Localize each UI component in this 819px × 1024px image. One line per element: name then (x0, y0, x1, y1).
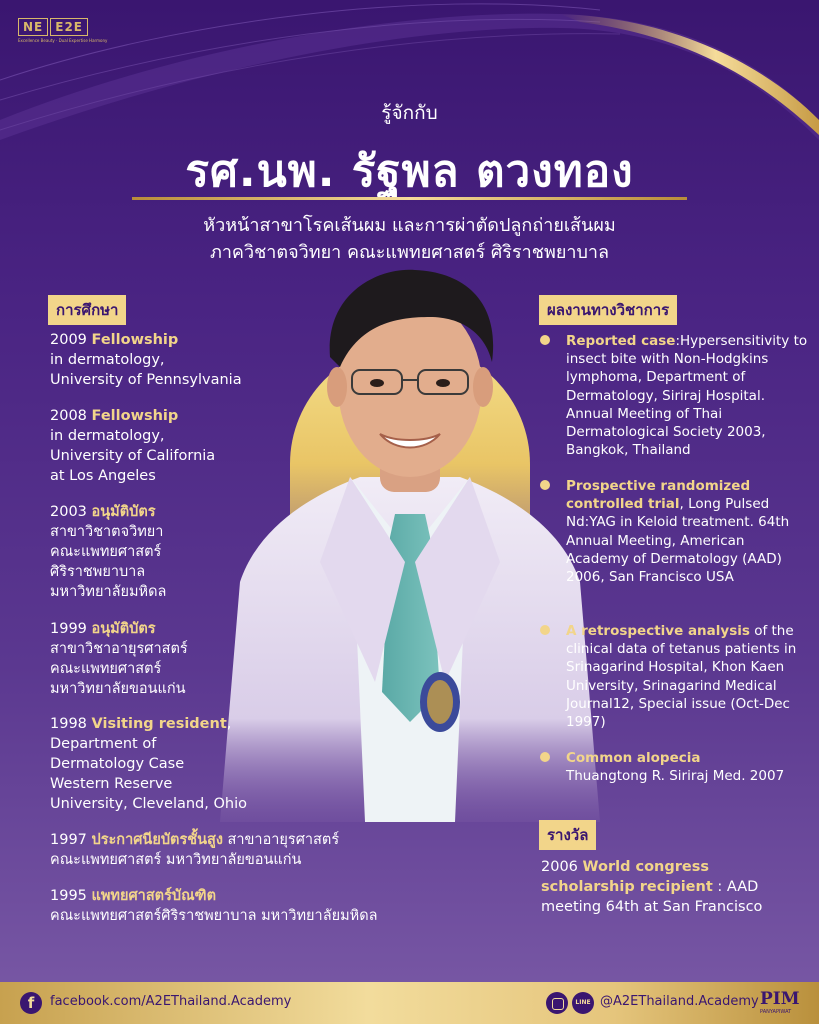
partner-logo: PIM (760, 989, 800, 1009)
education-item: 2009 Fellowship in dermatology, University of Pennsylvania (50, 332, 242, 388)
logo-tagline: Excellence Beauty · Dual Expertise Harmony (18, 38, 108, 43)
logo-mark: NE (18, 18, 48, 36)
intro-text: รู้จักกับ (381, 102, 438, 124)
title-divider (132, 197, 687, 200)
education-item: 2008 Fellowship in dermatology, University of California at Los Angeles (50, 408, 216, 484)
bullet-icon (540, 752, 550, 762)
subtitle-department: ภาควิชาตจวิทยา คณะแพทยศาสตร์ ศิริราชพยาบาล (209, 242, 610, 263)
academic-item: Prospective randomized controlled trial, Long Pulsed Nd:YAG in Keloid treatment. 64th Annual Meeting, American Academy of Dermatology (AAD) 2006, San Francisco USA (540, 477, 810, 586)
social-handle[interactable]: @A2EThailand.Academy (600, 994, 759, 1009)
partner-logo-sub: PANYAPIWAT (760, 1009, 792, 1015)
brand-logo (18, 18, 88, 36)
line-icon[interactable]: LINE (572, 992, 594, 1014)
facebook-icon[interactable]: f (20, 992, 42, 1014)
bullet-icon (540, 335, 550, 345)
academic-heading: ผลงานทางวิชาการ (539, 295, 677, 325)
bullet-icon (540, 480, 550, 490)
education-item: 1997 ประกาศนียบัตรชั้นสูง สาขาอายุรศาสตร์ คณะแพทยศาสตร์ มหาวิทยาลัยขอนแก่น (50, 832, 340, 868)
logo-text: E2E (50, 18, 88, 36)
instagram-icon[interactable] (546, 992, 568, 1014)
education-item: 1999 อนุมัติบัตร สาขาวิชาอายุรศาสตร์ คณะแพทยศาสตร์ มหาวิทยาลัยขอนแก่น (50, 621, 188, 697)
footer-bar (0, 982, 819, 1024)
awards-heading: รางวัล (539, 820, 596, 850)
academic-item: Reported case:Hypersensitivity to insect bite with Non-Hodgkins lymphoma, Department of Dermatology, Siriraj Hospital. Annual Meeting of Thai Dermatological Society 2003, Bangkok, Thailand (540, 332, 810, 459)
education-item: 1995 แพทยศาสตร์บัณฑิต คณะแพทยศาสตร์ศิริราชพยาบาล มหาวิทยาลัยมหิดล (50, 888, 378, 924)
education-item: 2003 อนุมัติบัตร สาขาวิชาตจวิทยา คณะแพทยศาสตร์ ศิริราชพยาบาล มหาวิทยาลัยมหิดล (50, 504, 167, 600)
academic-item: A retrospective analysis of the clinical data of tetanus patients in Srinagarind Hospital, Khon Kaen University, Srinagarind Medical Journal12, Special issue (Oct-Dec 1997) (540, 622, 810, 731)
award-item: 2006 World congress scholarship recipient : AAD meeting 64th at San Francisco (541, 859, 763, 915)
subtitle-position: หัวหน้าสาขาโรคเส้นผม และการผ่าตัดปลูกถ่ายเส้นผม (203, 215, 616, 236)
education-heading: การศึกษา (48, 295, 126, 325)
education-item: 1998 Visiting resident, Department of Dermatology Case Western Reserve University, Cleveland, Ohio (50, 716, 247, 812)
doctor-name: รศ.นพ. รัฐพล ตวงทอง (185, 146, 634, 197)
academic-item: Common alopecia Thuangtong R. Siriraj Med. 2007 (540, 749, 810, 785)
facebook-link[interactable]: facebook.com/A2EThailand.Academy (50, 994, 292, 1009)
bullet-icon (540, 625, 550, 635)
